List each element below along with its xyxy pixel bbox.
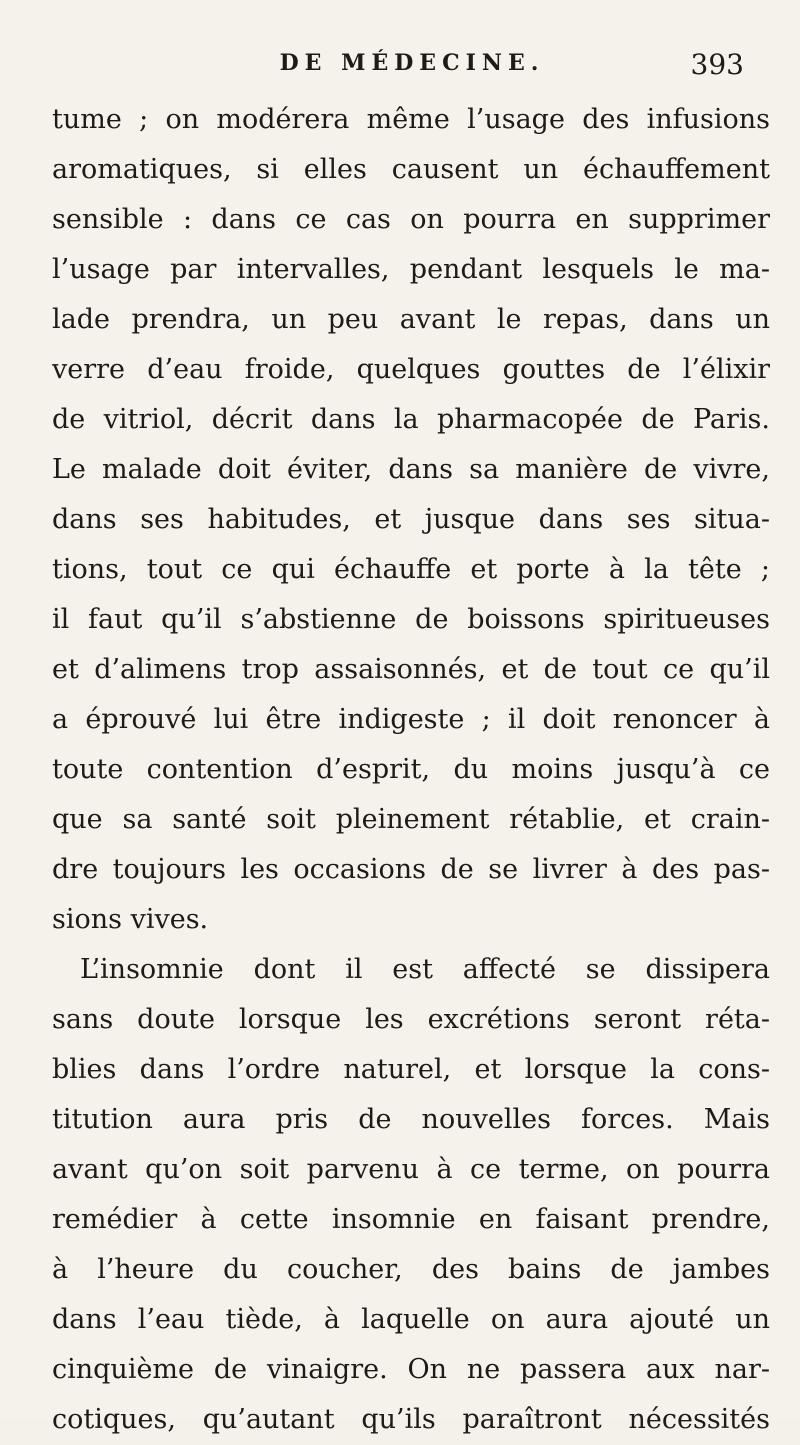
text-line: dans l’eau tiède, à laquelle on aura ajouté un: [52, 1304, 770, 1335]
text-line: aromatiques, si elles causent un échauffement: [52, 154, 770, 185]
text-line: et d’alimens trop assaisonnés, et de tout ce qu’il: [52, 654, 770, 685]
text-line: sions vives.: [52, 904, 209, 935]
text-line: il faut qu’il s’abstienne de boissons spiritueuses: [52, 604, 770, 635]
running-title: DE MÉDECINE.: [279, 50, 545, 76]
text-line: l’usage par intervalles, pendant lesquels le ma-: [52, 254, 770, 285]
text-line: remédier à cette insomnie en faisant prendre,: [52, 1204, 770, 1235]
text-line: toute contention d’esprit, du moins jusqu’à ce: [52, 754, 770, 785]
text-line: L’insomnie dont il est affecté se dissipera: [80, 954, 770, 985]
text-line: que sa santé soit pleinement rétablie, et crain-: [52, 804, 770, 835]
text-line: tume ; on modérera même l’usage des infusions: [52, 104, 770, 135]
text-line: de vitriol, décrit dans la pharmacopée de Paris.: [52, 404, 770, 435]
text-line: avant qu’on soit parvenu à ce terme, on pourra: [52, 1154, 770, 1185]
text-line: a éprouvé lui être indigeste ; il doit renoncer à: [52, 704, 770, 735]
text-line: dans ses habitudes, et jusque dans ses situa-: [52, 504, 770, 535]
text-line: verre d’eau froide, quelques gouttes de l’élixir: [52, 354, 770, 385]
text-line: sans doute lorsque les excrétions seront réta-: [52, 1004, 770, 1035]
text-line: lade prendra, un peu avant le repas, dans un: [52, 304, 770, 335]
text-line: blies dans l’ordre naturel, et lorsque la cons-: [52, 1054, 770, 1085]
text-line: cinquième de vinaigre. On ne passera aux nar-: [52, 1354, 770, 1385]
text-line: tions, tout ce qui échauffe et porte à la tête ;: [52, 554, 770, 585]
text-line: sensible : dans ce cas on pourra en supprimer: [52, 204, 770, 235]
text-line: titution aura pris de nouvelles forces. Mais: [52, 1104, 770, 1135]
text-line: dre toujours les occasions de se livrer à des pas-: [52, 854, 770, 885]
body-text: [52, 95, 770, 1445]
text-line: à l’heure du coucher, des bains de jambes: [52, 1254, 770, 1285]
page-number: 393: [690, 48, 744, 81]
running-head: [52, 48, 772, 88]
text-line: Le malade doit éviter, dans sa manière de vivre,: [52, 454, 770, 485]
text-line: cotiques, qu’autant qu’ils paraîtront nécessités: [52, 1404, 770, 1435]
